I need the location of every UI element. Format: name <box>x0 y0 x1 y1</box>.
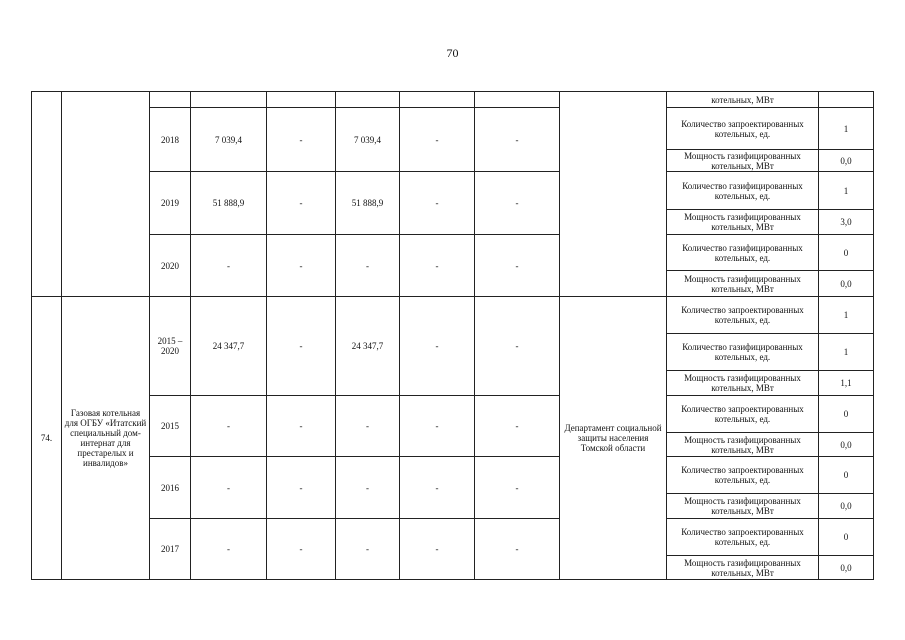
table-row <box>32 396 874 433</box>
regional-cell: - <box>336 235 400 297</box>
municipal-cell: - <box>400 519 475 580</box>
other-cell: - <box>475 297 560 396</box>
total-cell: 24 347,7 <box>191 297 267 396</box>
indicator-value-cell: 1 <box>819 334 874 371</box>
municipal-cell: - <box>400 235 475 297</box>
item-number-cell: 74. <box>32 297 62 580</box>
indicator-cell: Мощность газифицированных котельных, МВт <box>667 556 819 580</box>
indicator-value-cell: 0,0 <box>819 150 874 172</box>
total-cell: 7 039,4 <box>191 108 267 172</box>
year-cell: 2018 <box>150 108 191 172</box>
federal-cell: - <box>267 235 336 297</box>
indicator-value-cell <box>819 92 874 108</box>
year-cell: 2019 <box>150 172 191 235</box>
table-row <box>32 235 874 271</box>
indicator-cell: котельных, МВт <box>667 92 819 108</box>
object-cell <box>62 92 150 297</box>
regional-cell: 51 888,9 <box>336 172 400 235</box>
indicator-value-cell: 1 <box>819 108 874 150</box>
indicator-cell: Количество запроектированных котельных, ед. <box>667 519 819 556</box>
indicator-cell: Мощность газифицированных котельных, МВт <box>667 371 819 396</box>
regional-cell: - <box>336 519 400 580</box>
year-cell: 2015 <box>150 396 191 457</box>
federal-cell: - <box>267 108 336 172</box>
regional-cell: - <box>336 396 400 457</box>
federal-cell: - <box>267 297 336 396</box>
other-cell: - <box>475 457 560 519</box>
year-cell: 2020 <box>150 235 191 297</box>
indicator-value-cell: 0 <box>819 457 874 494</box>
page-number: 70 <box>446 46 459 60</box>
indicator-cell: Количество газифицированных котельных, ед. <box>667 334 819 371</box>
regional-cell: 7 039,4 <box>336 108 400 172</box>
item-number-cell <box>32 92 62 297</box>
other-cell: - <box>475 108 560 172</box>
indicator-cell: Количество газифицированных котельных, ед. <box>667 235 819 271</box>
executor-cell: Департамент социальной защиты населения Томской области <box>560 297 667 580</box>
municipal-cell: - <box>400 457 475 519</box>
indicator-value-cell: 0 <box>819 519 874 556</box>
executor-cell <box>560 92 667 297</box>
indicator-cell: Мощность газифицированных котельных, МВт <box>667 210 819 235</box>
indicator-value-cell: 1,1 <box>819 371 874 396</box>
table-row <box>32 172 874 210</box>
total-cell: - <box>191 396 267 457</box>
municipal-cell: - <box>400 297 475 396</box>
indicator-cell: Количество запроектированных котельных, ед. <box>667 396 819 433</box>
indicator-value-cell: 0,0 <box>819 556 874 580</box>
federal-cell: - <box>267 519 336 580</box>
indicator-cell: Количество газифицированных котельных, ед. <box>667 172 819 210</box>
total-cell: - <box>191 457 267 519</box>
other-cell: - <box>475 519 560 580</box>
year-cell: 2017 <box>150 519 191 580</box>
indicator-cell: Количество запроектированных котельных, ед. <box>667 457 819 494</box>
indicator-cell: Мощность газифицированных котельных, МВт <box>667 433 819 457</box>
indicator-cell: Количество запроектированных котельных, ед. <box>667 297 819 334</box>
year-cell: 2016 <box>150 457 191 519</box>
total-cell: - <box>191 235 267 297</box>
table-row <box>32 92 874 108</box>
regional-cell: 24 347,7 <box>336 297 400 396</box>
indicator-value-cell: 0 <box>819 396 874 433</box>
other-cell: - <box>475 235 560 297</box>
municipal-cell: - <box>400 172 475 235</box>
indicator-value-cell: 1 <box>819 172 874 210</box>
indicator-value-cell: 0,0 <box>819 271 874 297</box>
indicator-cell: Мощность газифицированных котельных, МВт <box>667 494 819 519</box>
regional-cell: - <box>336 457 400 519</box>
federal-cell: - <box>267 396 336 457</box>
year-cell: 2015 – 2020 <box>150 297 191 396</box>
table-row <box>32 297 874 334</box>
municipal-cell: - <box>400 108 475 172</box>
table-row <box>32 108 874 150</box>
year-cell <box>150 92 191 108</box>
indicator-value-cell: 3,0 <box>819 210 874 235</box>
regional-cell <box>336 92 400 108</box>
program-table <box>31 91 874 580</box>
indicator-cell: Мощность газифицированных котельных, МВт <box>667 271 819 297</box>
indicator-cell: Мощность газифицированных котельных, МВт <box>667 150 819 172</box>
table-row <box>32 519 874 556</box>
other-cell: - <box>475 172 560 235</box>
indicator-cell: Количество запроектированных котельных, ед. <box>667 108 819 150</box>
federal-cell: - <box>267 172 336 235</box>
other-cell: - <box>475 396 560 457</box>
total-cell <box>191 92 267 108</box>
other-cell <box>475 92 560 108</box>
indicator-value-cell: 1 <box>819 297 874 334</box>
indicator-value-cell: 0,0 <box>819 494 874 519</box>
federal-cell: - <box>267 457 336 519</box>
object-cell: Газовая котельная для ОГБУ «Итатский специальный дом-интернат для престарелых и инвалидов» <box>62 297 150 580</box>
federal-cell <box>267 92 336 108</box>
municipal-cell <box>400 92 475 108</box>
indicator-value-cell: 0,0 <box>819 433 874 457</box>
indicator-value-cell: 0 <box>819 235 874 271</box>
total-cell: 51 888,9 <box>191 172 267 235</box>
table-row <box>32 457 874 494</box>
total-cell: - <box>191 519 267 580</box>
municipal-cell: - <box>400 396 475 457</box>
